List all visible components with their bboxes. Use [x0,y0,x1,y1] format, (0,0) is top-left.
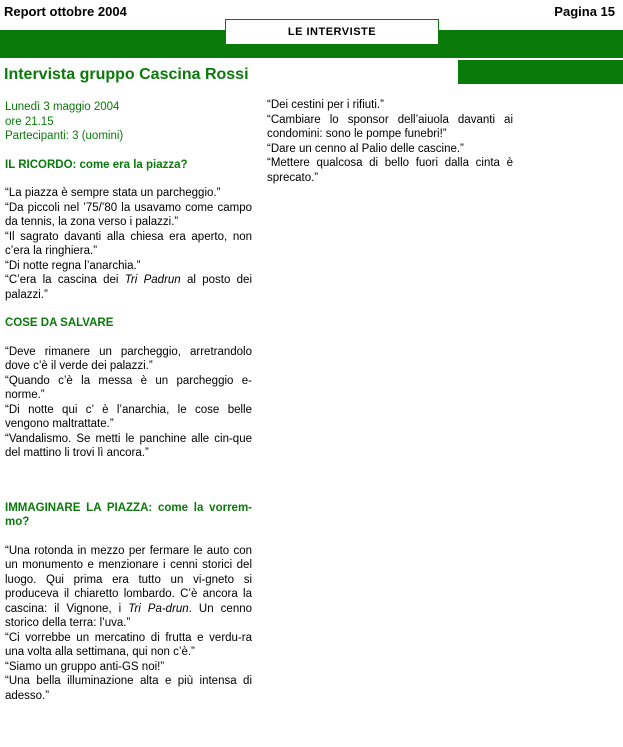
right-column [267,98,513,185]
quote: “Di notte qui c’ è l’anarchia, le cose belle vengono maltrattate.” [5,403,252,430]
left-column [5,100,252,703]
spacer [5,302,252,316]
section-heading-immaginare: IMMAGINARE LA PIAZZA: come la vorrem-mo? [5,501,252,528]
quote-emphasis: Tri Padrun [124,274,181,286]
report-label-box [0,0,140,30]
quote: “Cambiare lo sponsor dell’aiuola davanti ai condomini: sono le pompe funebri!” [267,113,513,140]
page-title: Intervista gruppo Cascina Rossi [4,66,249,83]
quote: “Dei cestini per i rifiuti.” [267,99,384,111]
quote: “Deve rimanere un parcheggio, arretrandolo dove c’è il verde dei palazzi.” [5,345,252,372]
page-number: Pagina 15 [554,4,615,19]
page-number-box [551,0,619,30]
quote: “Siamo un gruppo anti-GS noi!” [5,660,165,673]
quote: “Una bella illuminazione alta e più intensa di adesso.” [5,675,252,702]
quote: “La piazza è sempre stata un parcheggio.” [5,187,221,199]
quote [5,273,252,302]
quote: “Vandalismo. Se metti le panchine alle cin-que del mattino li trovi lì ancora.” [5,432,252,459]
quote: “Quando c’è la messa è un parcheggio e-norme.” [5,374,252,401]
quote-part: al posto dei palazzi.” [5,274,252,301]
quote: “Ci vorrebbe un mercatino di frutta e verdu-ra una volta alla settimana, qui non c’è.” [5,631,252,658]
title-bar-accent [458,60,623,84]
interview-date: Lunedì 3 maggio 2004 [5,101,120,113]
spacer [5,144,252,158]
interview-time: ore 21.15 [5,115,54,128]
quote-part: . Un cenno storico della terra: l’uva.” [5,602,253,629]
section-label: LE INTERVISTE [287,26,377,38]
quote: “Mettere qualcosa di bello fuori dalla cinta è sprecato.” [267,157,513,184]
quote-part: “Una rotonda in mezzo per fermare le auto con un monumento e menzionare i cenni storici del luogo. Qui prima era tutto un vi-gneto si produceva il chiaretto lombardo. C’è ancora la cascina: il Vignone, i [5,544,252,615]
spacer [5,530,252,544]
quote: “Di notte regna l’anarchia.” [5,259,141,272]
quote-emphasis: Tri Pa-drun [128,602,189,615]
section-label-box [225,19,439,45]
quote [5,544,252,631]
section-heading-salvare: COSE DA SALVARE [5,317,114,329]
quote: “Il sagrato davanti alla chiesa era aperto, non c’era la ringhiera.” [5,230,252,257]
spacer [5,331,252,345]
section-heading-ricordo: IL RICORDO: come era la piazza? [5,158,188,171]
quote-part: “C’era la cascina dei [5,274,125,286]
interview-participants: Partecipanti: 3 (uomini) [5,130,124,142]
report-label: Report ottobre 2004 [4,4,127,19]
spacer [5,172,252,186]
quote: “Dare un cenno al Palio delle cascine.” [267,142,464,155]
spacer [5,461,252,501]
quote: “Da piccoli nel ’75/’80 la usavamo come campo da tennis, la zona verso i palazzi.” [5,201,252,228]
